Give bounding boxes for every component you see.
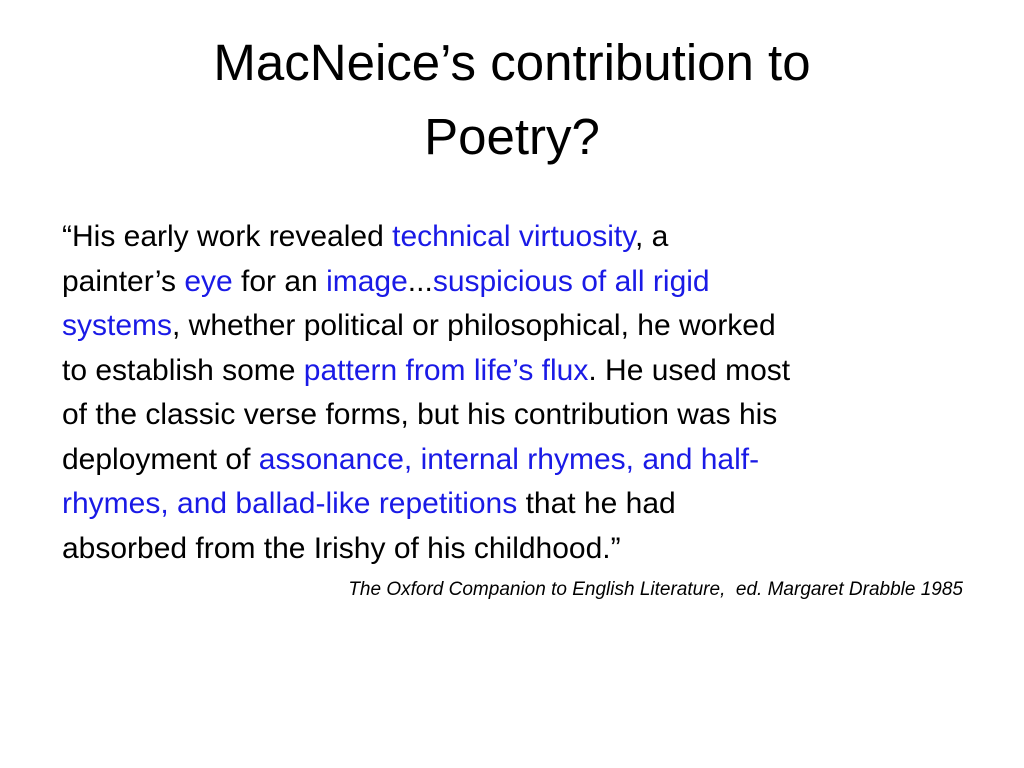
title-line: MacNeice’s contribution to (213, 34, 811, 91)
quote-text: deployment of (62, 442, 259, 476)
highlighted-phrase: assonance, internal rhymes, and half- (258, 442, 760, 476)
highlighted-phrase: rhymes, and ballad-like repetitions (62, 487, 518, 520)
quote-text: absorbed from the Irishy of his childhood.” (62, 531, 621, 565)
quote-line (62, 438, 1002, 483)
highlighted-phrase: eye (184, 264, 233, 298)
quote-text: for an (232, 264, 327, 298)
citation: The Oxford Companion to English Literature, ed. Margaret Drabble 1985 (348, 579, 963, 600)
highlighted-phrase: image (326, 264, 408, 298)
highlighted-phrase: suspicious of all rigid (432, 264, 710, 298)
highlighted-phrase: systems (62, 309, 173, 342)
quote-text: painter’s (62, 264, 185, 298)
title-line: Poetry? (424, 108, 600, 165)
quote-text: . He used most (588, 353, 791, 387)
quote-line (62, 304, 1002, 349)
slide-title (40, 26, 984, 174)
quote-body (62, 215, 1002, 571)
quote-text: to establish some (62, 353, 304, 387)
quote-text: , a (634, 220, 669, 253)
quote-line (62, 215, 1002, 260)
quote-text: that he had (517, 487, 676, 520)
highlighted-phrase: technical virtuosity (392, 220, 635, 253)
quote-text: “His early work revealed (62, 220, 393, 253)
quote-line (62, 482, 1002, 527)
quote-line (62, 349, 1002, 394)
highlighted-phrase: pattern from life’s flux (303, 353, 589, 387)
quote-text: ... (407, 264, 433, 298)
quote-text: , whether political or philosophical, he worked (172, 309, 776, 342)
quote-line (62, 527, 1002, 572)
quote-line (62, 393, 1002, 438)
quote-line (62, 260, 1002, 305)
quote-text: of the classic verse forms, but his contribution was his (62, 398, 778, 431)
